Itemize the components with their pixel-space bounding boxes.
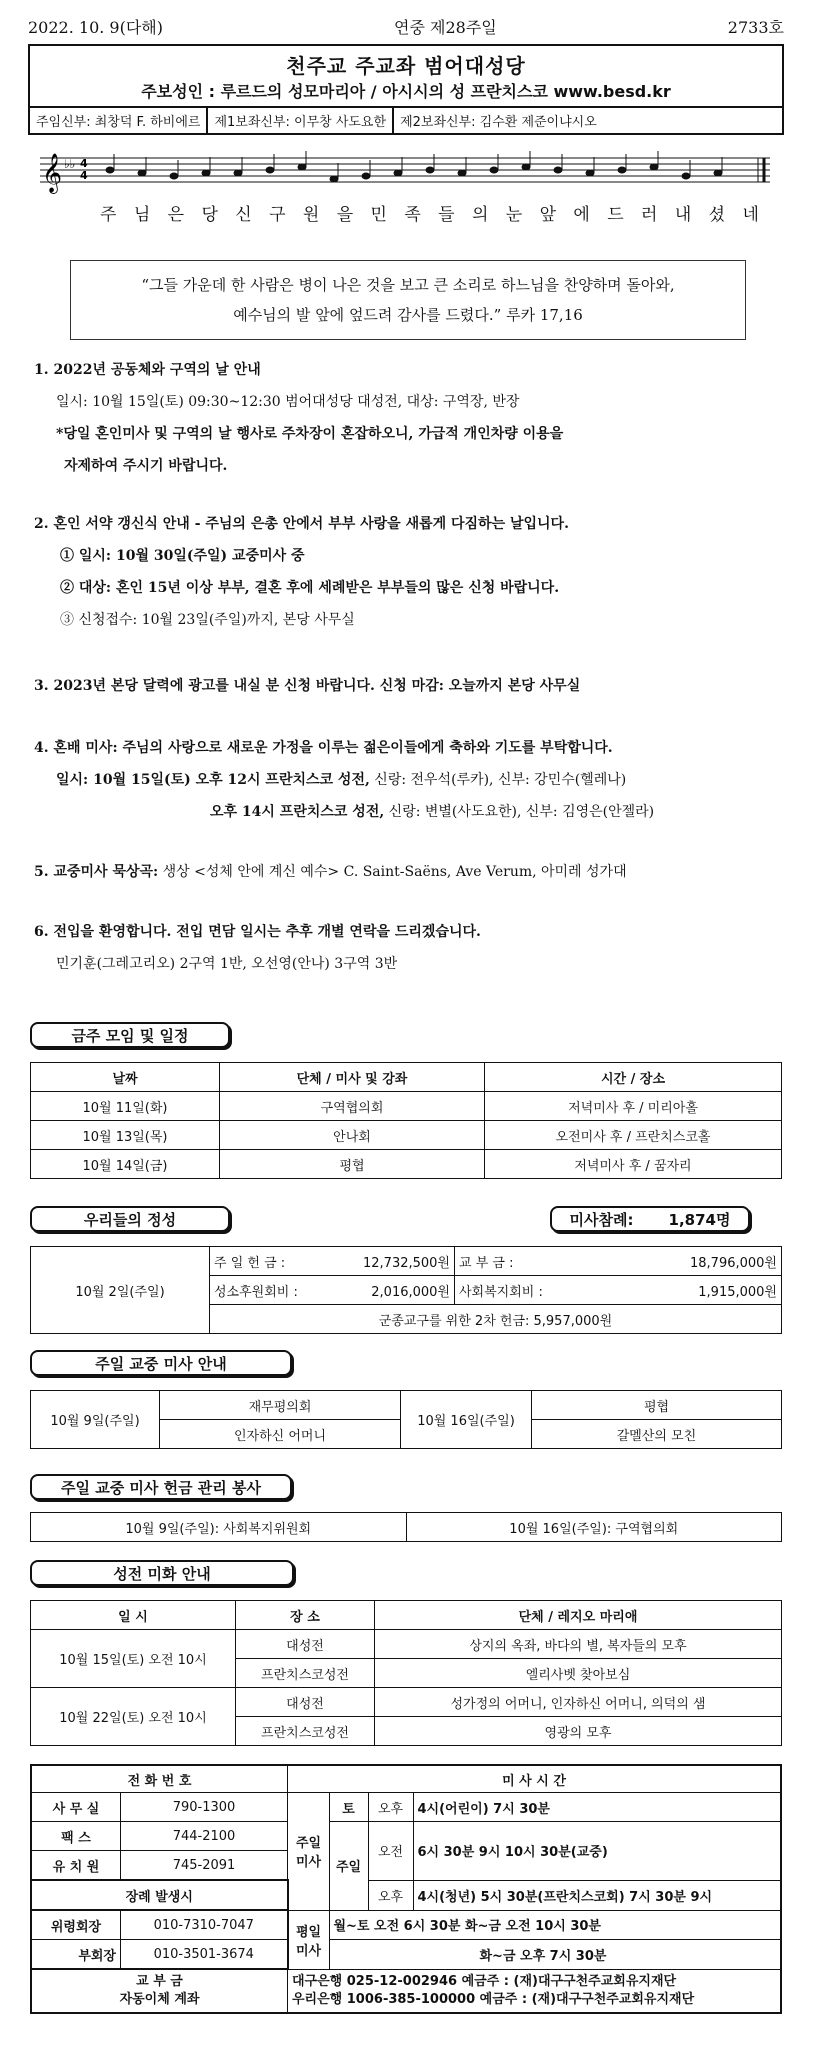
saturday-pm-label: 오후 [368,1793,413,1822]
altar-group: 영광의 모후 [375,1717,782,1746]
lyric-syllable: 족 [404,205,422,225]
top-line [28,12,784,40]
schedule-heading: 금주 모임 및 일정 [30,1022,230,1048]
transfer-label-2: 자동이체 계좌 [119,1992,200,2007]
bank-accounts [288,1969,782,2013]
altar-heading: 성전 미화 안내 [30,1560,294,1586]
funeral-deputy-phone: 010-3501-3674 [121,1940,288,1970]
lyric-syllable: 님 [133,205,152,225]
note-head [394,170,402,176]
note-head [458,170,466,176]
offering-table [30,1246,782,1334]
notice-2-line-2: ② 대상: 혼인 15년 이상 부부, 결혼 후에 세례받은 부부들의 많은 신청 바랍니다. [60,580,560,596]
altar-col-group: 단체 / 레지오 마리애 [375,1601,782,1630]
funeral-deputy-label: 부회장 [31,1940,121,1970]
sunday-am-mass-times: 6시 30분 9시 10시 30분(교중) [413,1822,781,1881]
mass-guide-choir-2: 갈멜산의 모친 [532,1420,782,1449]
fax-label: 팩 스 [31,1822,121,1851]
tithe-value: 18,796,000원 [563,1247,782,1276]
phone-heading: 전 화 번 호 [31,1765,288,1793]
mass-guide-table [30,1390,782,1449]
note-head [554,167,562,173]
bank-account-2: 우리은행 1006-385-100000 예금주 : (재)대구구천주교회유지재단 [292,1991,695,2007]
table-row [31,1150,782,1179]
weekday-mass-label: 평일 미사 [288,1910,330,1969]
altar-place: 프란치스코성전 [236,1659,375,1688]
welfare-value: 1,915,000원 [563,1276,782,1305]
treble-clef-icon: 𝄞 [42,153,63,193]
notice-4 [34,732,654,828]
notice-2-title: 2. 혼인 서약 갱신식 안내 - 주님의 은총 안에서 부부 사랑을 새롭게 다짐하는 날입니다. [34,516,569,532]
lyric-syllable: 드 [607,205,625,225]
altar-place: 프란치스코성전 [236,1717,375,1746]
assistant-priest-2: 제2보좌신부: 김수환 제준이냐시오 [400,115,597,130]
notice-2-line-1: ① 일시: 10월 30일(주일) 교중미사 중 [60,548,305,564]
mass-guide-choir-1: 인자하신 어머니 [160,1420,401,1449]
schedule-cell: 오전미사 후 / 프란치스코홀 [485,1121,782,1150]
altar-place: 대성전 [236,1688,375,1717]
table-row [31,1092,782,1121]
verse-line-2: 예수님의 발 앞에 엎드려 감사를 드렸다.” 루카 17,16 [233,306,583,324]
notice-4-line-2b: 신랑: 변별(사도요한), 신부: 김영은(안젤라) [384,804,655,820]
collection-table [30,1512,782,1542]
schedule-col-time: 시간 / 장소 [485,1063,782,1092]
patron-saints: 주보성인 : 루르드의 성모마리아 / 아시시의 성 프란치스코 www.besd.kr [141,82,671,101]
lyric-syllable: 구 [269,205,287,225]
lyric-syllable: 은 [167,205,186,225]
notice-4-line-2a: 오후 14시 프란치스코 성전, [210,804,385,820]
mass-attendance-label: 미사참례: [569,1210,634,1229]
notice-4-title: 4. 혼배 미사: 주님의 사랑으로 새로운 가정을 이루는 젊은이들에게 축하와 기도를 부탁합니다. [34,740,613,756]
notice-6-line-1: 민기훈(그레고리오) 2구역 1반, 오선영(안나) 3구역 3반 [56,956,398,972]
note-head [298,164,306,170]
lyric-syllable: 을 [336,205,355,225]
sunday-am-label: 오전 [368,1822,413,1881]
table-row [31,1121,782,1150]
funeral-head-phone: 010-7310-7047 [121,1910,288,1940]
note-head [522,164,530,170]
svg-text:♭♭: ♭♭ [64,157,76,171]
lyric-syllable: 당 [201,205,219,225]
note-head [426,167,434,173]
lyric-syllable: 네 [742,205,760,225]
notice-1 [34,354,563,482]
altar-group: 엘리사벳 찾아보심 [375,1659,782,1688]
note-head [266,167,274,173]
notice-5 [34,856,627,888]
schedule-col-date: 날짜 [31,1063,220,1092]
altar-place: 대성전 [236,1630,375,1659]
notice-4-line-1a: 일시: 10월 15일(토) 오후 12시 프란치스코 성전, [56,772,370,788]
issue-date: 2022. 10. 9(다해) [28,17,163,37]
schedule-cell: 평협 [220,1150,485,1179]
svg-text:4: 4 [80,157,88,170]
liturgical-season: 연중 제28주일 [394,17,497,37]
note-head [138,170,146,176]
notice-6-title: 6. 전입을 환영합니다. 전입 면담 일시는 추후 개별 연락을 드리겠습니다. [34,924,481,940]
mass-guide-group-1: 재무평의회 [160,1391,401,1420]
note-head [586,170,594,176]
lyric-syllable: 내 [674,205,693,225]
notice-3-title: 3. 2023년 본당 달력에 광고를 내실 분 신청 바랍니다. 신청 마감: 오늘까지 본당 사무실 [34,678,581,694]
note-head [714,170,722,176]
collection-1: 10월 9일(주일): 사회복지위원회 [31,1513,407,1542]
schedule-cell: 저녁미사 후 / 미리아홀 [485,1092,782,1121]
offering-date: 10월 2일(주일) [31,1247,210,1334]
notice-5-title: 5. 교중미사 묵상곡: [34,864,159,880]
weekday-mass-line-2: 화~금 오후 7시 30분 [329,1940,781,1970]
schedule-cell: 10월 13일(목) [31,1121,220,1150]
notice-4-line-1b: 신랑: 전우석(루카), 신부: 강민수(헬레나) [369,772,627,788]
lyric-syllable: 주 [100,205,118,225]
sanctuary-value: 2,016,000원 [310,1276,455,1305]
note-head [650,164,658,170]
mass-attendance-count: 1,874명 [668,1210,731,1229]
saturday-label: 토 [329,1793,368,1822]
sunday-mass-label: 주일 미사 [288,1793,330,1911]
mass-guide-date-1: 10월 9일(주일) [31,1391,160,1449]
schedule-table [30,1062,782,1179]
notice-2 [34,508,569,636]
collection-2: 10월 16일(주일): 구역협의회 [406,1513,782,1542]
sanctuary-label: 성소후원회비 : [210,1276,311,1305]
hymn-lyrics [100,200,760,225]
notice-1-line-1: 일시: 10월 15일(토) 09:30~12:30 범어대성당 대성전, 대상: 구역장, 반장 [56,394,520,410]
lyric-syllable: 에 [573,205,591,225]
verse-line-1: “그들 가운데 한 사람은 병이 나은 것을 보고 큰 소리로 하느님을 찬양하며 돌아와, [141,276,675,294]
collection-heading: 주일 교중 미사 헌금 관리 봉사 [30,1474,292,1500]
altar-table [30,1600,782,1746]
schedule-cell: 안나회 [220,1121,485,1150]
altar-group: 성가정의 어머니, 인자하신 어머니, 의덕의 샘 [375,1688,782,1717]
mass-attendance [550,1206,750,1232]
altar-col-place: 장 소 [236,1601,375,1630]
issue-number: 2733호 [727,17,784,37]
schedule-cell: 10월 14일(금) [31,1150,220,1179]
notice-3 [34,670,580,702]
kindergarten-label: 유 치 원 [31,1851,121,1881]
hymn-notes [106,151,722,182]
mass-guide-heading: 주일 교중 미사 안내 [30,1350,292,1376]
notice-2-line-3: ③ 신청접수: 10월 23일(주일)까지, 본당 사무실 [60,612,355,628]
fax-number: 744-2100 [121,1822,288,1851]
bank-account-1: 대구은행 025-12-002946 예금주 : (재)대구구천주교회유지재단 [292,1973,677,1989]
footer-table [30,1764,782,2014]
schedule-cell: 10월 11일(화) [31,1092,220,1121]
lyric-syllable: 민 [370,205,388,225]
lyric-syllable: 러 [641,205,659,225]
kindergarten-phone: 745-2091 [121,1851,288,1881]
note-head [106,167,114,173]
funeral-heading: 장례 발생시 [31,1880,288,1910]
notice-5-body: 생상 <성체 안에 계신 예수> C. Saint-Saëns, Ave Verum, 아미레 성가대 [158,864,627,880]
pastor: 주임신부: 최창덕 F. 하비에르 [30,108,208,133]
assistant-priest-1: 제1보좌신부: 이무창 사도요한 [208,108,394,133]
altar-group: 상지의 옥좌, 바다의 별, 복자들의 모후 [375,1630,782,1659]
altar-date-2: 10월 22일(토) 오전 10시 [31,1688,236,1746]
office-label: 사 무 실 [31,1793,121,1822]
lyric-syllable: 눈 [505,205,524,225]
sunday-pm-label: 오후 [368,1880,413,1910]
lyric-syllable: 원 [302,205,321,225]
sunday-offering-value: 12,732,500원 [310,1247,455,1276]
lyric-syllable: 셨 [708,205,727,225]
svg-text:4: 4 [80,169,88,182]
notice-1-title: 1. 2022년 공동체와 구역의 날 안내 [34,362,261,378]
schedule-header-row [31,1063,782,1092]
transfer-label [31,1969,288,2013]
funeral-head-label: 위령회장 [31,1910,121,1940]
mass-times-heading: 미 사 시 간 [288,1765,782,1793]
note-head [618,167,626,173]
schedule-cell: 구역협의회 [220,1092,485,1121]
sunday-label: 주일 [329,1822,368,1911]
tithe-label: 교 부 금 : [455,1247,564,1276]
note-head [234,170,242,176]
lyric-syllable: 신 [235,205,253,225]
note-head [490,167,498,173]
sunday-pm-mass-times: 4시(청년) 5시 30분(프란치스코회) 7시 30분 9시 [413,1880,781,1910]
note-head [362,173,370,179]
schedule-cell: 저녁미사 후 / 꿈자리 [485,1150,782,1179]
lyric-syllable: 의 [471,205,490,225]
welfare-label: 사회복지회비 : [455,1276,564,1305]
transfer-label-1: 교 부 금 [136,1974,183,1989]
offering-heading: 우리들의 정성 [30,1206,230,1232]
note-head [682,173,690,179]
mass-guide-group-2: 평협 [532,1391,782,1420]
note-head [202,170,210,176]
saturday-mass-times: 4시(어린이) 7시 30분 [413,1793,781,1822]
military-collection: 군종교구를 위한 2차 헌금: 5,957,000원 [210,1305,782,1334]
schedule-col-group: 단체 / 미사 및 강좌 [220,1063,485,1092]
notice-6 [34,916,481,980]
note-head [170,173,178,179]
altar-col-date: 일 시 [31,1601,236,1630]
lyric-syllable: 들 [438,205,456,225]
gospel-verse [70,260,746,340]
clergy-row [30,106,782,133]
parish-title: 천주교 주교좌 범어대성당 [286,54,526,78]
notice-1-line-2: *당일 혼인미사 및 구역의 날 행사로 주차장이 혼잡하오니, 가급적 개인차량 이용을 [56,426,564,442]
lyric-syllable: 앞 [539,205,557,225]
altar-date-1: 10월 15일(토) 오전 10시 [31,1630,236,1688]
masthead [28,44,784,135]
sunday-offering-label: 주 일 헌 금 : [210,1247,311,1276]
mass-guide-date-2: 10월 16일(주일) [401,1391,532,1449]
notice-1-line-3: 자제하여 주시기 바랍니다. [64,458,228,474]
weekday-mass-line-1: 월~토 오전 6시 30분 화~금 오전 10시 30분 [329,1910,781,1940]
note-head [330,176,338,182]
office-phone: 790-1300 [121,1793,288,1822]
